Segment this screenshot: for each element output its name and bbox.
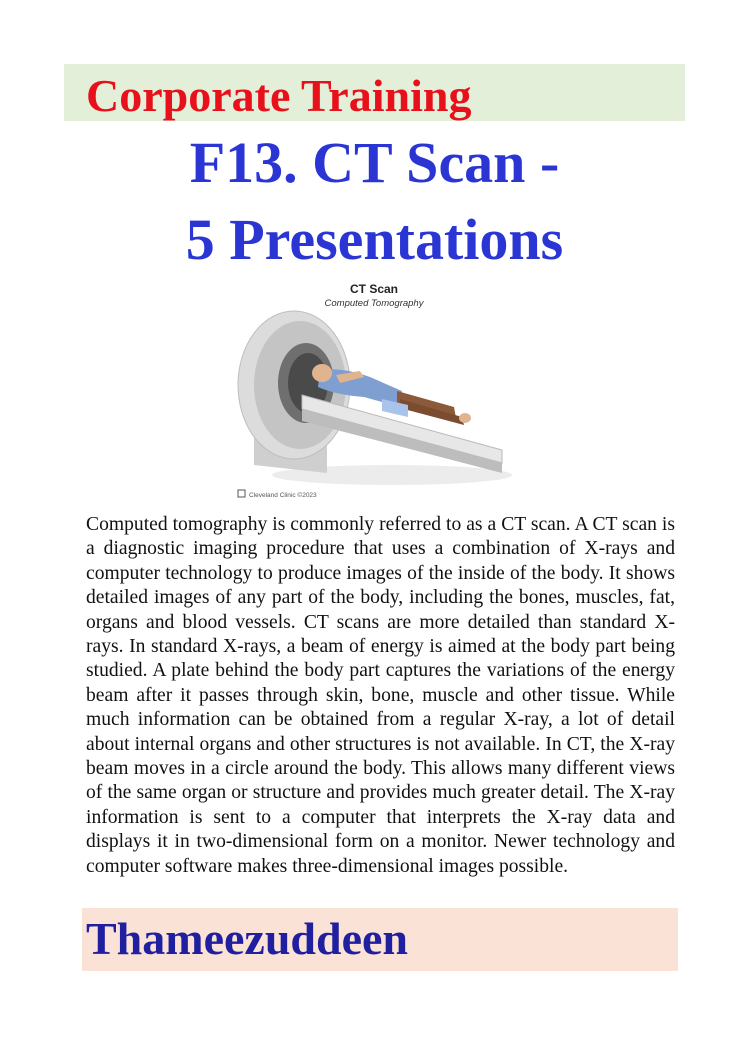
- page-title-line-2: 5 Presentations: [185, 207, 564, 272]
- figure-title: CT Scan: [349, 282, 399, 296]
- patient-feet: [459, 413, 471, 423]
- author-name: Thameezuddeen: [86, 913, 408, 964]
- credit-logo-icon: [238, 490, 245, 497]
- figure-subtitle: Computed Tomography: [324, 298, 424, 309]
- figure-credit: Cleveland Clinic ©2023: [249, 492, 317, 499]
- body-paragraph: Computed tomography is commonly referred to as a CT scan. A CT scan is a diagnostic imaging procedure that uses a combination of X-rays and computer technology to produce images of the inside of the body. It shows detailed images of any part of the body, including the bones, muscles, fat, organs and blood vessels. CT scans are more detailed than standard X-rays. In standard X-rays, a beam of energy is aimed at the body part being studied. A plate behind the body part captures the variations of the energy beam after it passes through skin, bone, muscle and other tissue. While much information can be obtained from a regular X-ray, a lot of detail about internal organs and other structures is not available. In CT, the X-ray beam moves in a circle around the body. This allows many different views of the same organ or structure and provides much greater detail. The X-ray information is sent to a computer that interprets the X-ray data and displays it in two-dimensional form on a monitor. Newer technology and computer software makes three-dimensional images possible.: [86, 514, 675, 877]
- patient-table-side: [302, 409, 502, 473]
- ct-scanner-illustration: [232, 275, 516, 505]
- ct-scan-figure: [232, 275, 516, 505]
- page-title-line-1: F13. CT Scan -: [189, 130, 560, 195]
- header-label: Corporate Training: [86, 70, 472, 121]
- patient-head: [312, 364, 332, 382]
